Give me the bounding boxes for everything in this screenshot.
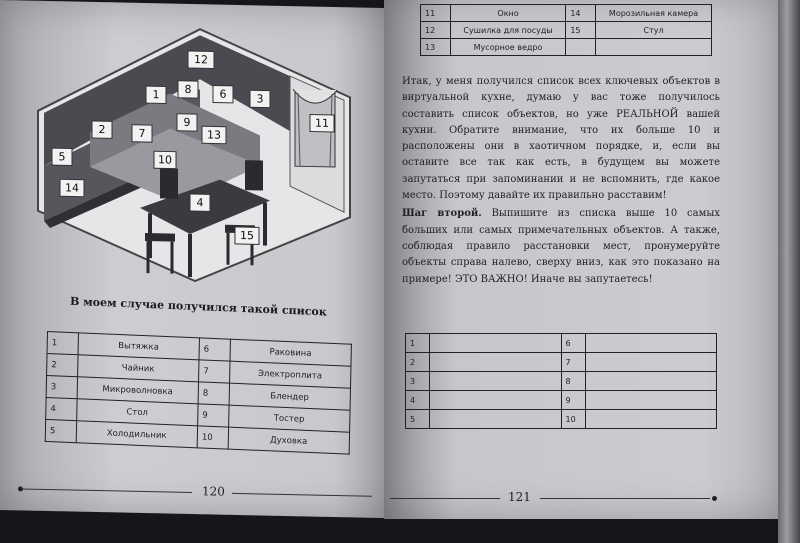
page-dot (712, 496, 717, 501)
cell-number: 7 (199, 360, 230, 383)
cell-number: 11 (421, 5, 451, 22)
cell-number: 4 (406, 391, 430, 410)
cell-value (585, 391, 717, 410)
cell-number: 12 (421, 22, 451, 39)
svg-text:8: 8 (184, 82, 192, 97)
cell-number: 9 (561, 391, 585, 410)
label-1 (146, 86, 166, 103)
kitchen-illustration (30, 16, 360, 288)
cell-number: 9 (198, 404, 229, 427)
page-number-left: 120 (202, 484, 225, 499)
cell-value: Сушилка для посуды (450, 22, 566, 39)
cell-value: Мусорное ведро (450, 39, 566, 56)
cell-value (596, 39, 712, 56)
table-row (406, 372, 717, 391)
cell-number (566, 39, 596, 56)
svg-text:10: 10 (158, 153, 172, 167)
label-11 (310, 114, 334, 132)
list-caption: В моем случае получился такой список (69, 294, 327, 319)
table-row (406, 353, 717, 372)
cell-value: Тостер (228, 405, 350, 432)
step-text: Выпишите из списка выше 10 самых больших или самых примечательных объектов. А также, соблюдая правило расстановки мест, пронумеруйте объекты справа налево, сверху вниз, как это показано на примере! ЭТО ВАЖНО! Иначе вы запутаетесь! (402, 208, 720, 285)
cell-value: Электроплита (229, 361, 351, 388)
blank-fill-table (405, 333, 717, 429)
label-9 (177, 114, 197, 131)
cell-number: 10 (197, 426, 228, 449)
cell-value: Вытяжка (78, 333, 200, 360)
table-row (421, 22, 712, 39)
svg-text:14: 14 (65, 181, 79, 195)
cell-value (430, 353, 562, 372)
label-12 (188, 51, 214, 69)
paragraph-1: Итак, у меня получился список всех ключевых объектов в виртуальной кухне, думаю у вас тоже получилось составить список объектов, но уже РЕАЛЬНОЙ вашей кухни. Обратите внимание, что их больше 10 и расположены они в хаотичном порядке, и, если вы оставите все так как есть, в будущем вы можете запутаться при запоминании и не вспомнить, где какое место. Поэтому давайте их правильно расставим! (402, 76, 720, 202)
body-text (402, 74, 720, 290)
table-row (406, 410, 717, 429)
example-list-table (45, 331, 352, 455)
cell-number: 3 (46, 375, 77, 398)
cell-value: Стол (76, 399, 198, 426)
cell-number: 6 (199, 338, 230, 361)
cell-value: Микроволновка (77, 377, 199, 404)
cell-value: Блендер (229, 383, 351, 410)
cell-number: 8 (561, 372, 585, 391)
label-4 (190, 194, 210, 211)
cell-number: 13 (421, 39, 451, 56)
svg-text:15: 15 (240, 229, 254, 243)
cell-number: 5 (45, 419, 76, 442)
cell-value: Морозильная камера (596, 5, 712, 22)
cell-value (430, 372, 562, 391)
cell-number: 15 (566, 22, 596, 39)
label-5 (52, 148, 72, 165)
cell-number: 8 (198, 382, 229, 405)
label-7 (132, 125, 152, 142)
svg-text:11: 11 (315, 116, 329, 130)
label-3 (250, 90, 270, 107)
svg-text:5: 5 (58, 150, 66, 164)
cell-value: Чайник (77, 355, 199, 382)
label-10 (154, 151, 176, 168)
cell-value: Холодильник (76, 421, 198, 448)
cell-number: 1 (47, 332, 78, 355)
label-6 (213, 85, 233, 102)
step-label: Шаг второй. (402, 208, 482, 220)
svg-text:6: 6 (219, 87, 227, 101)
label-14 (60, 179, 84, 197)
cell-number: 5 (406, 410, 430, 429)
table-row (406, 334, 717, 353)
svg-text:9: 9 (183, 115, 191, 129)
page-rule (540, 498, 710, 499)
cell-value: Стул (596, 22, 712, 39)
cell-value (585, 372, 717, 391)
cell-value (430, 391, 562, 410)
page-number-right: 121 (508, 490, 531, 504)
cell-number: 7 (561, 353, 585, 372)
svg-text:7: 7 (138, 126, 146, 141)
svg-text:2: 2 (98, 123, 106, 137)
cell-value: Духовка (228, 427, 350, 454)
cell-number: 2 (47, 353, 78, 376)
cell-number: 6 (561, 334, 585, 353)
cell-number: 4 (46, 397, 77, 420)
label-8 (178, 81, 198, 98)
svg-text:13: 13 (207, 128, 221, 142)
paragraph-2 (402, 206, 720, 287)
svg-text:1: 1 (152, 88, 160, 102)
svg-text:4: 4 (196, 196, 204, 210)
page-rule (22, 488, 192, 493)
label-13 (202, 126, 226, 144)
cell-number: 14 (566, 5, 596, 22)
cell-value: Раковина (230, 339, 352, 366)
cell-value (585, 334, 717, 353)
label-15 (235, 227, 259, 245)
cell-value (585, 353, 717, 372)
continued-list-table (420, 4, 712, 56)
cell-value (430, 410, 562, 429)
cell-value (430, 334, 562, 353)
page-rule (390, 498, 500, 499)
label-2 (92, 121, 112, 138)
book-edge (778, 0, 800, 543)
svg-text:12: 12 (194, 53, 208, 67)
cell-number: 1 (406, 334, 430, 353)
cell-number: 3 (406, 372, 430, 391)
page-rule (232, 493, 372, 497)
cell-value: Окно (450, 5, 566, 22)
cell-number: 10 (561, 410, 585, 429)
cell-value (585, 410, 717, 429)
cell-number: 2 (406, 353, 430, 372)
table-row (421, 39, 712, 56)
table-row (421, 5, 712, 22)
table-row (406, 391, 717, 410)
left-page (0, 0, 392, 518)
svg-text:3: 3 (256, 92, 264, 106)
